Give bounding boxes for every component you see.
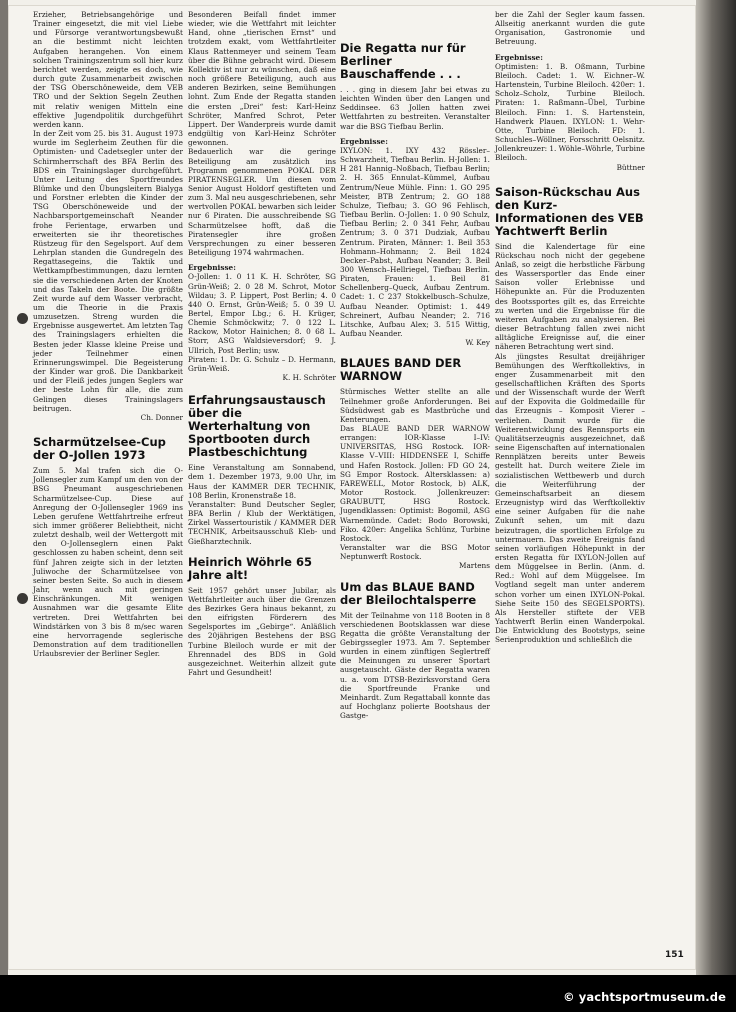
column-3 [340, 10, 490, 720]
headline-blaues-band-bleiloch: Um das BLAUE BAND der Bleilochtalsperre [340, 579, 477, 607]
paragraph: Sind die Kalendertage für eine Rückschau noch nicht der gegebene Anlaß, so zeigt die herbstliche Färbung des Wassersportler das Ende einer Saison voller Erlebnisse und Höhepunkte an. Für die Produzenten des Bootssportes gilt es, das Erreichte zu werten und die Ergebnisse für die weiteren Aufgaben zu analysieren. Bei dieser Betrachtung fallen zwei nicht alltägliche Ereignisse auf, die einer näheren Betrachtung wert sind. [495, 241, 645, 352]
paragraph: ber die Zahl der Segler kaum fassen. Allseitig anerkannt wurden die gute Organisation, Gastronomie und Betreuung. [495, 10, 645, 47]
book-edge [696, 0, 736, 975]
paragraph: Stürmisches Wetter stellte an alle Teilnehmer große Anforderungen. Bei Südsüdwest gab es Mastbrüche und Kenterungen. [340, 387, 490, 424]
paragraph: Das BLAUE BAND DER WARNOW errangen: IOR-Klasse I–IV: UNIVERSITAS, HSG Rostock. IOR-Klasse V–VIII: HIDDENSEE I, Schiffe und Hafen Rostock. Jollen: FD GO 24, SG Empor Rostock. Altersklassen: a) FAREWELL, Motor Rostock, b) ALK, Motor Rostock. Jollenkreuzer: GRAUBUTT, HSG Rostock. Jugendklassen: Optimist: Bogomil, ASG Warnemünde. Cadet: Bodo Borowski, Fiko. 420er: Angelika Schlünz, Turbine Rostock. [340, 424, 490, 543]
paragraph: Eine Veranstaltung am Sonnabend, dem 1. Dezember 1973, 9.00 Uhr, im Haus der KAMMER DER TECHNIK, 108 Berlin, Kronenstraße 18. [188, 463, 336, 500]
magazine-page [8, 5, 696, 970]
results-paragraph: IXYLON: 1. IXY 432 Rössler–Schwarzheit, Tiefbau Berlin. H-Jollen: 1. H 281 Hannig–Noßbach, Tiefbau Berlin; 2. H. 365 Ennulat–Kümmel, Aufbau Zentrum/Neue Mühle. Finn: 1. GO 295 Meister, BTB Zentrum; 2. GO 188 Schulze, Tiefbau; 3. GO 96 Fehlisch, Tiefbau Berlin. O-Jollen: 1. 0 90 Schulz, Tiefbau Berlin; 2. 0 341 Fehr, Aufbau Zentrum; 3. 0 371 Dudziak, Aufbau Zentrum. Piraten, Männer: 1. Beil 353 Hohmann–Hohmann; 2. Beil 1824 Decker–Pabst, Aufbau Neander; 3. Beil 300 Wensch–Hellriegel, Tiefbau Berlin. Piraten, Frauen: 1. Beil 81 Schellenberg–Queck, Aufbau Zentrum. Cadet: 1. C 237 Stokkelbusch–Schulze, Aufbau Neander. Optimist: 1. 449 Schreinert, Aufbau Neander; 2. 716 Litschke, Aufbau Alex; 3. 515 Wittig, Aufbau Neander. [340, 145, 490, 339]
paragraph: Seit 1957 gehört unser Jubilar, als Wettfahrtleiter auch über die Grenzen des Bezirkes Gera hinaus bekannt, zu den eifrigsten Förderern des Segelsportes im „Gebirge“. Anläßlich des 20jährigen Bestehens der BSG Turbine Bleiloch wurde er mit der Ehrennadel des BDS in Gold ausgezeichnet. Weiterhin allzeit gute Fahrt und Gesundheit! [188, 585, 336, 678]
paragraph: . . . ging in diesem Jahr bei etwas zu leichten Winden über den Langen und Seddinsee. 63 Jollen hatten zwei Wettfahrten zu bestreiten. Veranstalter war die BSG Tiefbau Berlin. [340, 85, 490, 131]
author-signature: K. H. Schröter [282, 373, 336, 383]
paragraph: Mit der Teilnahme von 118 Booten in 8 verschiedenen Bootsklassen war diese Regatta die größte Veranstaltung der Gebirgssegler 1973. Am 7. September wurden in einem zünftigen Seglertreff die Meinungen zu unserer Sportart ausgetauscht. Gäste der Regatta waren u. a. vom DTSB-Bezirksvorstand Gera die Sportfreunde Franke und Meinhardt. Zum Regattaball konnte das auf Hochglanz polierte Bootshaus der Gastge- [340, 610, 490, 721]
headline-heinrich-woehrle: Heinrich Wöhrle 65 Jahre alt! [188, 554, 312, 582]
watermark: © yachtsportmuseum.de [563, 990, 726, 1004]
book-spine [0, 0, 8, 1012]
results-paragraph: Piraten: 1. Dr. G. Schulz – D. Hermann, Grün-Weiß. [188, 354, 336, 373]
paragraph: Als jüngstes Resultat dreijähriger Bemühungen des Werftkollektivs, in enger Zusammenarbeit mit den gesellschaftlichen Kräften des Sports und der Wissenschaft wurde der Werft auf der Expovita die Goldmedaille für das Erzeugnis – Komposit Vierer – verliehen. Damit wurde für die Weiterentwicklung des Rennsports ein Qualitätserzeugnis ausgezeichnet, daß seine Eigenschaften auf internationalen Rennplätzen bereits unter Beweis gestellt hat. Durch weitere Ziele im sozialistischen Wettbewerb und durch die Weiterführung der Gemeinschaftsarbeit an diesem Erzeugnistyp wird das Werftkollektiv eine seiner Aufgaben für die nahe Zukunft sehen, um mit dazu beizutragen, die sportlichen Erfolge zu untermauern. Das zweite Ereignis fand seinen vorläufigen Höhepunkt in der ersten Regatta für IXYLON-Jollen auf dem Müggelsee in Berlin. (Anm. d. Red.: Wohl auf dem Müggelsee. Im Vogtland segelt man unter anderem schon vorher um einen IXYLON-Pokal. Siehe Seite 150 des SEGELSPORTS). Als Hersteller stiftete der VEB Yachtwerft Berlin einen Wanderpokal. Die Entwicklung des Bootstyps, seine Serienproduktion und schließlich die [495, 351, 645, 645]
results-label: Ergebnisse: [495, 52, 543, 62]
paragraph: Veranstalter war die BSG Motor Neptunwerft Rostock. [340, 543, 490, 562]
paragraph: Zum 5. Mal trafen sich die O-Jollensegler zum Kampf um den von der BSG Pneumant ausgeschriebenen Scharmützelsee-Cup. Diese auf Anregung der O-Jollensegler 1969 ins Leben gerufene Wettfahrtreihe erfreut sich immer größerer Beliebtheit, nicht zuletzt deshalb, weil der Wettergott mit den O-Jollenseglern einen Pakt geschlossen zu haben scheint, denn seit fünf Jahren zeigte sich in der letzten Juliwoche der Scharmützelsee von seiner besten Seite. So auch in diesem Jahr, wenn auch mit geringen Einschränkungen. Mit wenigen Ausnahmen war die gesamte Elite vertreten. Drei Wettfahrten bei Windstärken von 3 bis 8 m/sec waren eine hervorragende seglerische Demonstration auf dem traditionellen Urlaubsrevier der Berliner Segler. [33, 466, 183, 659]
author-signature: Martens [458, 561, 490, 571]
headline-saison-rueckschau: Saison-Rückschau Aus den Kurz-Informationen des VEB Yachtwerft Berlin [495, 184, 644, 238]
results-label: Ergebnisse: [340, 136, 388, 146]
paragraph: Erzieher, Betriebsangehörige und Trainer eingesetzt, die mit viel Liebe und Fürsorge verantwortungsbewußt an die bestimmt nicht leichten Aufgaben herangehen. Von einem solchen Trainingszentrum soll hier kurz berichtet werden, zeigte es doch, wie durch gute Zusammenarbeit zwischen der TSG Oberschöneweide, dem VEB TRO und der Sektion Segeln Zeuthen mit relativ wenigen Mitteln eine effektive Jugendpolitik durchgeführt werden kann. [33, 10, 183, 129]
binding-hole [17, 593, 28, 604]
results-label: Ergebnisse: [188, 263, 236, 273]
column-2 [188, 10, 336, 677]
author-signature: Büttner [616, 162, 645, 172]
author-signature: W. Key [465, 338, 490, 348]
column-1 [33, 10, 183, 658]
headline-scharmuetzelsee-cup: Scharmützelsee-Cup der O-Jollen 1973 [33, 435, 166, 463]
results-paragraph: O-Jollen: 1. 0 11 K. H. Schröter, SG Grün-Weiß; 2. 0 28 M. Schrot, Motor Wildau; 3. P. Lippert, Post Berlin; 4. 0 440 O. Ernst, Grün-Weiß; 5. 0 39 U. Bertel, Empor Lbg.; 6. H. Krüger, Chemie Schmöckwitz; 7. 0 122 L. Rackow, Motor Hainichen; 8. 0 68 L. Storr, ASG Waldsieversdorf; 9. J. Ullrich, Post Berlin; usw. [188, 272, 336, 355]
headline-regatta-bauschaffende: Die Regatta nur für Berliner Bauschaffende . . . [340, 41, 466, 81]
column-4 [495, 10, 645, 645]
paragraph: Besonderen Beifall findet immer wieder, wie die Wettfahrt mit leichter Hand, ohne „tierischen Ernst“ und trotzdem exakt, vom Wettfahrtleiter Klaus Rattenmeyer und seinem Team über die Bühne gebracht wird. Diesem Kollektiv ist nur zu wünschen, daß eine noch größere Beteiligung, auch aus anderen Bezirken, seine Bemühungen lohnt. Zum Ende der Regatta standen die ersten „Drei“ fest: Karl-Heinz Schröter, Manfred Schrot, Peter Lippert. Der Wanderpreis wurde damit endgültig von Karl-Heinz Schröter gewonnen. [188, 10, 336, 148]
paragraph: Bedauerlich war die geringe Beteiligung am zusätzlich ins Programm genommenen POKAL DER PIRATENSEGLER. Um diesen vom Senior August Holdorf gestifteten und zum 3. Mal neu ausgeschriebenen, sehr wertvollen POKAL bewarben sich leider nur 6 Piraten. Die ausschreibende SG Scharmützelsee hofft, daß die Piratensegler ihre großen Versprechungen zu einer besseren Beteiligung 1974 wahrmachen. [188, 147, 336, 258]
binding-hole [17, 313, 28, 324]
author-signature: Ch. Donner [140, 412, 183, 422]
page-number: 151 [665, 950, 684, 960]
headline-erfahrungsaustausch: Erfahrungsaustausch über die Werterhaltung von Sportbooten durch Plastbeschichtung [188, 393, 326, 460]
headline-blaues-band-warnow: BLAUES BAND DER WARNOW [340, 356, 462, 384]
results-paragraph: Optimisten: 1. B. Oßmann, Turbine Bleiloch. Cadet: 1. W. Eichner–W. Hartenstein, Turbine Bleiloch. 420er: 1. Scholz–Scholz, Turbine Bleiloch. Piraten: 1. Raßmann–Übel, Turbine Bleiloch. Finn: 1. S. Hartenstein, Handwerk Plauen. IXYLON: 1. Wehr-Otte, Turbine Bleiloch. FD: 1. Schuchles–Wöllner, Forsschritt Oelsnitz. Jollenkreuzer: 1. Wöhle–Wöhrle, Turbine Bleiloch. [495, 61, 645, 163]
paragraph: In der Zeit vom 25. bis 31. August 1973 wurde im Seglerheim Zeuthen für die Optimisten- und Cadetsegler unter der Schirmherrschaft des BFA Berlin des BDS ein Trainingslager durchgeführt. Unter Leitung des Sportfreundes Blümke und den Übungsleitern Bialyga und Forstner erlebten die Kinder der TSG Oberschöneweide und der Nachbarsportgemeinschaft Neander frohe Ferientage, erwarben und erweiterten sie ihr theoretisches Rüstzeug für den Segelsport. Auf dem Lehrplan standen die Gundregeln des Regattasegeins, die Taktik und Wettkampfbestimmungen, dazu lernten sie die verschiedenen Arten der Knoten und das Takeln der Boote. Die größte Zeit wurde auf dem Wasser verbracht, um die Theorie in die Praxis umzusetzen. Streng wurden die Ergebnisse ausgewertet. Am letzten Tag des Trainingslagers erhielten die Besten jeder Klasse kleine Preise und jeder Teilnehmer einen Erinnerungswimpel. Die Begeisterung der Kinder war groß. Die Dankbarkeit und der Fleiß jedes jungen Seglers war der beste Lohn für alle, die zum Gelingen dieses Trainingslagers beitrugen. [33, 129, 183, 413]
paragraph: Veranstalter: Bund Deutscher Segler, BFA Berlin / Klub der Werktätigen, Zirkel Wassertouristik / KAMMER DER TECHNIK, Arbeitsausschuß Kleb- und Gießharztechnik. [188, 499, 336, 546]
